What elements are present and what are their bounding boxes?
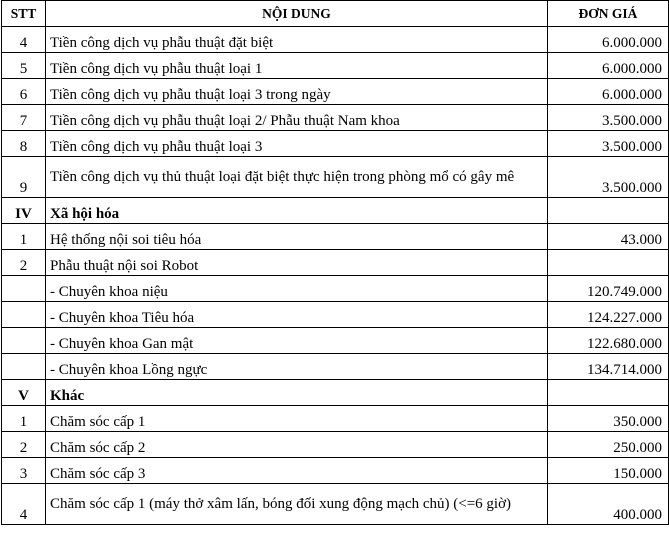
- row-price: 350.000: [548, 406, 669, 432]
- row-stt: [2, 328, 46, 354]
- table-row: [2, 276, 669, 302]
- row-content: Tiền công dịch vụ thủ thuật loại đặt biệt thực hiện trong phòng mổ có gây mê: [46, 157, 548, 198]
- row-price: 150.000: [548, 458, 669, 484]
- row-stt: 1: [2, 406, 46, 432]
- row-stt: 6: [2, 79, 46, 105]
- table-row: [2, 484, 669, 525]
- row-content: Phẫu thuật nội soi Robot: [46, 250, 548, 276]
- row-stt: 4: [2, 484, 46, 525]
- table-row: [2, 406, 669, 432]
- row-price: 3.500.000: [548, 157, 669, 198]
- header-stt: STT: [2, 1, 46, 27]
- section-title: Khác: [46, 380, 548, 406]
- row-price: 400.000: [548, 484, 669, 525]
- header-price: ĐƠN GIÁ: [548, 1, 669, 27]
- row-price: 120.749.000: [548, 276, 669, 302]
- table-row: [2, 432, 669, 458]
- row-stt: 1: [2, 224, 46, 250]
- row-price: 3.500.000: [548, 105, 669, 131]
- section-row: [2, 380, 669, 406]
- row-price: 122.680.000: [548, 328, 669, 354]
- row-content: Tiền công dịch vụ phẫu thuật loại 3: [46, 131, 548, 157]
- row-stt: 8: [2, 131, 46, 157]
- row-stt: 5: [2, 53, 46, 79]
- table-row: [2, 27, 669, 53]
- row-price: 6.000.000: [548, 27, 669, 53]
- section-row: [2, 198, 669, 224]
- row-price: 250.000: [548, 432, 669, 458]
- row-content: Tiền công dịch vụ phẫu thuật loại 2/ Phẫu thuật Nam khoa: [46, 105, 548, 131]
- row-price: 6.000.000: [548, 79, 669, 105]
- section-number: V: [2, 380, 46, 406]
- row-stt: [2, 302, 46, 328]
- row-content: Tiền công dịch vụ phẫu thuật đặt biệt: [46, 27, 548, 53]
- row-content: Tiền công dịch vụ phẫu thuật loại 1: [46, 53, 548, 79]
- section-title: Xã hội hóa: [46, 198, 548, 224]
- row-stt: [2, 276, 46, 302]
- row-price: 134.714.000: [548, 354, 669, 380]
- table-row: [2, 105, 669, 131]
- row-price: [548, 250, 669, 276]
- row-stt: 3: [2, 458, 46, 484]
- row-content: Chăm sóc cấp 3: [46, 458, 548, 484]
- row-price: [548, 198, 669, 224]
- row-stt: 9: [2, 157, 46, 198]
- table-row: [2, 302, 669, 328]
- row-price: 43.000: [548, 224, 669, 250]
- table-row: [2, 250, 669, 276]
- row-content: Chăm sóc cấp 1: [46, 406, 548, 432]
- row-stt: 2: [2, 432, 46, 458]
- row-content: - Chuyên khoa Tiêu hóa: [46, 302, 548, 328]
- row-stt: 4: [2, 27, 46, 53]
- row-content: Tiền công dịch vụ phẫu thuật loại 3 trong ngày: [46, 79, 548, 105]
- table-row: [2, 53, 669, 79]
- row-stt: [2, 354, 46, 380]
- table-row: [2, 458, 669, 484]
- table-row: [2, 224, 669, 250]
- row-price: [548, 380, 669, 406]
- row-stt: 7: [2, 105, 46, 131]
- row-price: 3.500.000: [548, 131, 669, 157]
- row-content: Chăm sóc cấp 2: [46, 432, 548, 458]
- row-content: - Chuyên khoa Lồng ngực: [46, 354, 548, 380]
- row-content: Hệ thống nội soi tiêu hóa: [46, 224, 548, 250]
- row-price: 124.227.000: [548, 302, 669, 328]
- table-row: [2, 354, 669, 380]
- table-row: [2, 328, 669, 354]
- table-row: [2, 131, 669, 157]
- row-price: 6.000.000: [548, 53, 669, 79]
- header-content: NỘI DUNG: [46, 1, 548, 27]
- table-row: [2, 157, 669, 198]
- row-content: Chăm sóc cấp 1 (máy thở xâm lấn, bóng đối xung động mạch chủ) (<=6 giờ): [46, 484, 548, 525]
- table-row: [2, 79, 669, 105]
- price-table: [1, 0, 669, 525]
- section-number: IV: [2, 198, 46, 224]
- row-stt: 2: [2, 250, 46, 276]
- row-content: - Chuyên khoa niệu: [46, 276, 548, 302]
- row-content: - Chuyên khoa Gan mật: [46, 328, 548, 354]
